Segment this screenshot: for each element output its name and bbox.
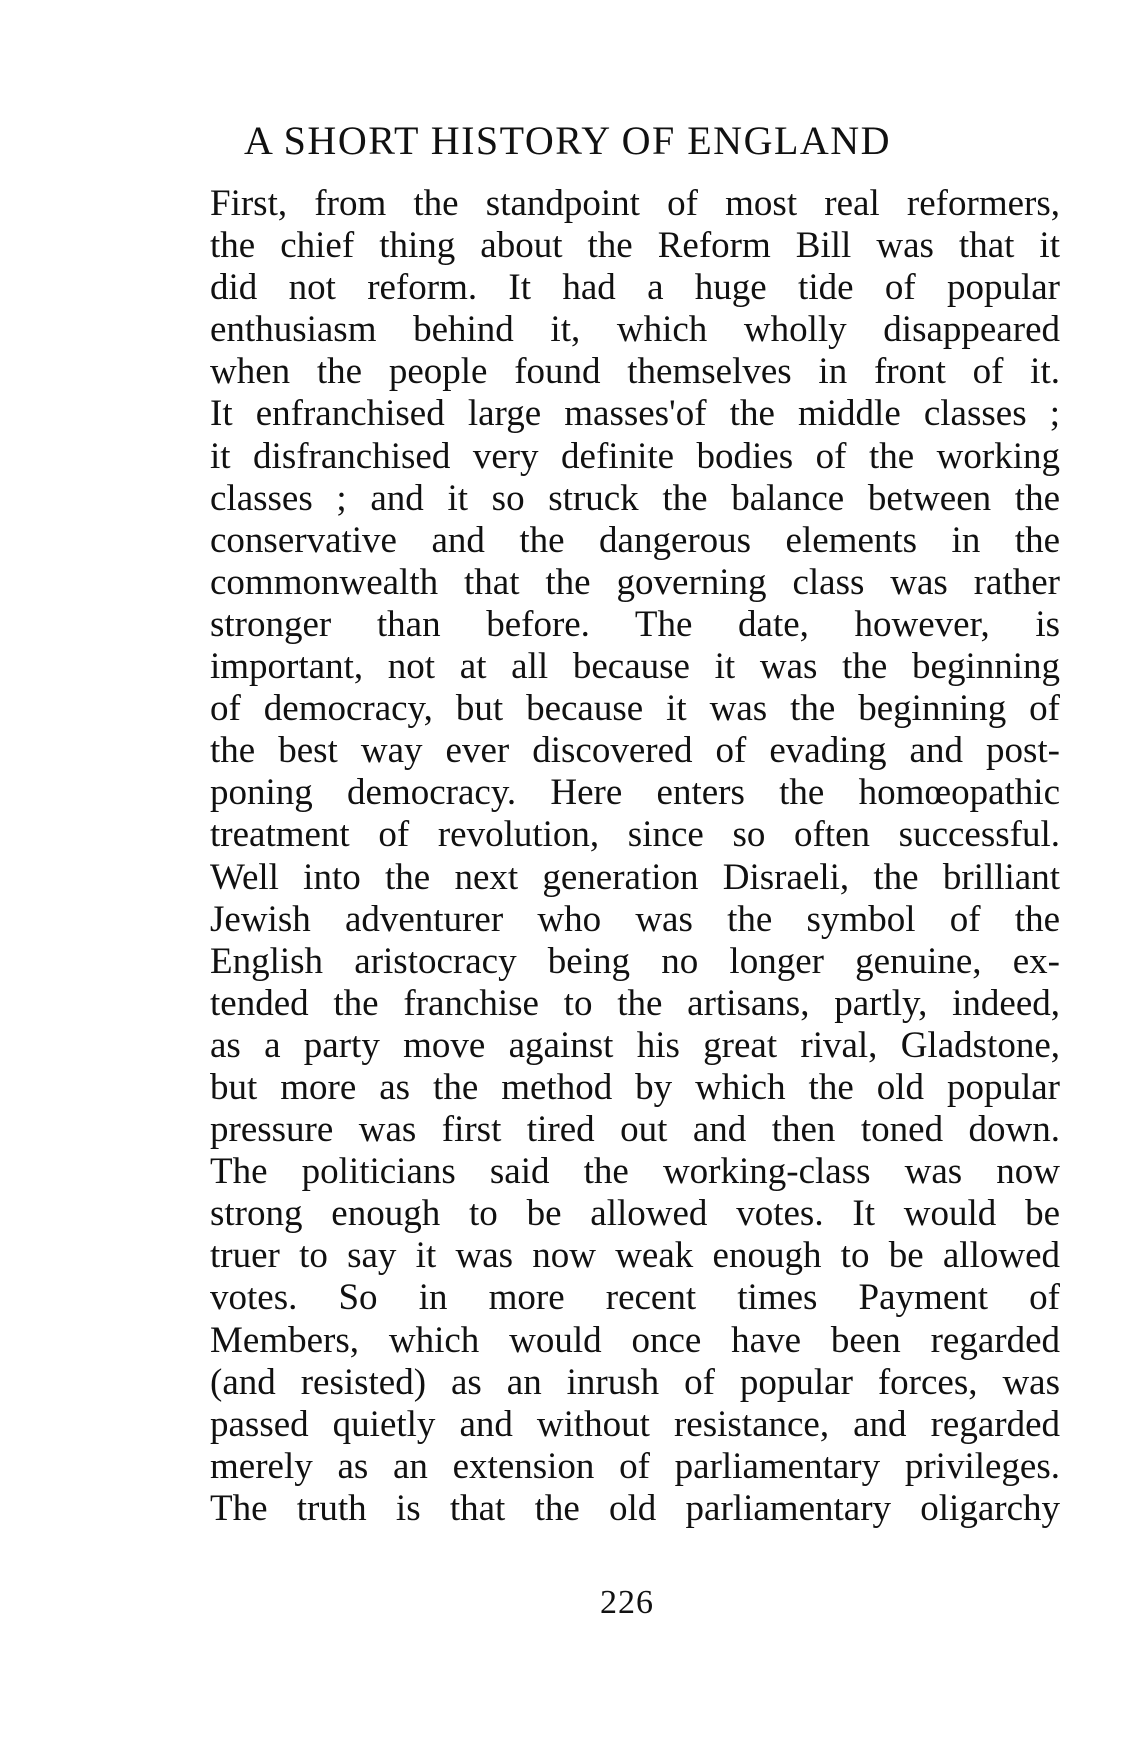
text-line: poning democracy. Here enters the homœopathic [210, 772, 1060, 814]
text-line: did not reform. It had a huge tide of popular [210, 267, 1060, 309]
text-line: as a party move against his great rival, Gladstone, [210, 1024, 1060, 1066]
body-text [210, 183, 1060, 1530]
text-line: when the people found themselves in front of it. [210, 351, 1060, 393]
text-line: (and resisted) as an inrush of popular forces, was [210, 1361, 1060, 1403]
text-line: the chief thing about the Reform Bill was that it [210, 225, 1060, 267]
text-line: Well into the next generation Disraeli, the brilliant [210, 856, 1060, 898]
text-line: pressure was first tired out and then toned down. [210, 1109, 1060, 1151]
text-line: of democracy, but because it was the beginning of [210, 688, 1060, 730]
text-line: enthusiasm behind it, which wholly disappeared [210, 309, 1060, 351]
text-line: votes. So in more recent times Payment of [210, 1277, 1060, 1319]
text-line: merely as an extension of parliamentary privileges. [210, 1445, 1060, 1487]
text-line: passed quietly and without resistance, and regarded [210, 1403, 1060, 1445]
text-line: Members, which would once have been regarded [210, 1319, 1060, 1361]
text-line: The truth is that the old parliamentary oligarchy [210, 1487, 1060, 1529]
text-line: important, not at all because it was the beginning [210, 646, 1060, 688]
text-line: It enfranchised large masses'of the middle classes ; [210, 393, 1060, 435]
text-line: commonwealth that the governing class was rather [210, 561, 1060, 603]
page-number: 226 [600, 1584, 654, 1621]
text-line: strong enough to be allowed votes. It would be [210, 1193, 1060, 1235]
text-line: tended the franchise to the artisans, partly, indeed, [210, 982, 1060, 1024]
text-line: stronger than before. The date, however, is [210, 603, 1060, 645]
text-line: The politicians said the working-class was now [210, 1151, 1060, 1193]
text-line: truer to say it was now weak enough to be allowed [210, 1235, 1060, 1277]
text-line: Jewish adventurer who was the symbol of the [210, 898, 1060, 940]
text-line: but more as the method by which the old popular [210, 1066, 1060, 1108]
text-line: conservative and the dangerous elements in the [210, 519, 1060, 561]
running-head: A SHORT HISTORY OF ENGLAND [244, 118, 892, 163]
text-line: English aristocracy being no longer genuine, ex- [210, 940, 1060, 982]
text-line: it disfranchised very definite bodies of the working [210, 435, 1060, 477]
text-line: First, from the standpoint of most real reformers, [210, 183, 1060, 224]
text-line: the best way ever discovered of evading and post- [210, 730, 1060, 772]
text-line: treatment of revolution, since so often successful. [210, 814, 1060, 856]
text-line: classes ; and it so struck the balance between the [210, 477, 1060, 519]
